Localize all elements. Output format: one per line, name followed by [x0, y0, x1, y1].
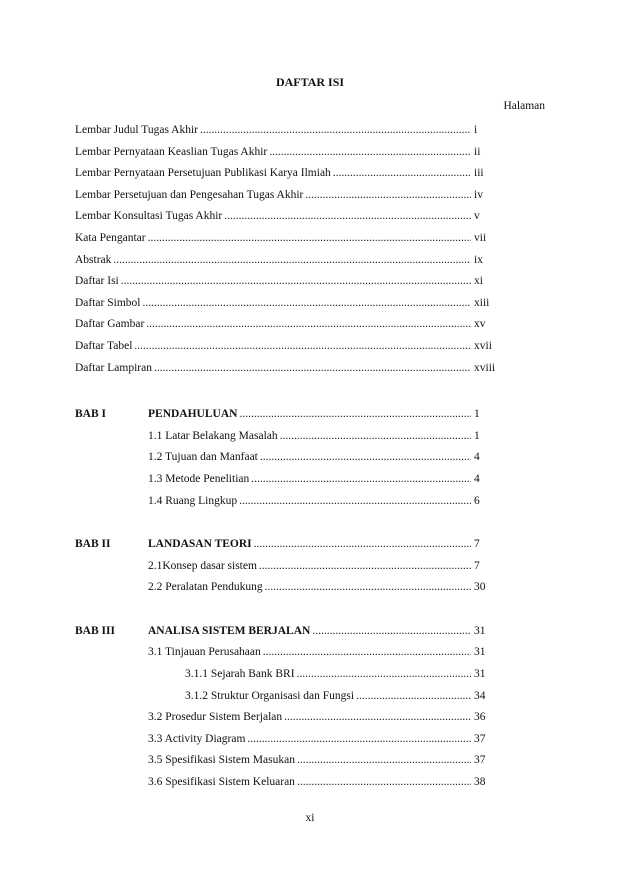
- toc-section: [75, 729, 497, 751]
- toc-entry: [75, 336, 497, 358]
- toc-entry-page: 1: [474, 429, 480, 442]
- toc-section: [75, 772, 497, 794]
- toc-entry: [75, 163, 497, 185]
- dot-leader: [249, 469, 471, 491]
- toc-entry-label: 1.2 Tujuan dan Manfaat: [148, 451, 258, 464]
- toc-section: [75, 426, 497, 448]
- toc-entry-label: 3.1.2 Struktur Organisasi dan Fungsi: [185, 689, 355, 702]
- toc-entry-page: i: [474, 124, 478, 136]
- toc-entry-page: v: [474, 210, 480, 223]
- dot-leader: [252, 534, 471, 556]
- toc-entry-label: 3.2 Prosedur Sistem Berjalan: [148, 711, 283, 724]
- toc-entry-label: 1.4 Ruang Lingkup: [148, 494, 238, 507]
- dot-leader: [331, 163, 471, 185]
- dot-leader: [354, 686, 471, 708]
- toc-section: [75, 556, 497, 578]
- toc-entry-label: Lembar Pernyataan Persetujuan Publikasi Karya Ilmiah: [75, 167, 331, 180]
- toc-entry-page: xi: [474, 275, 483, 288]
- dot-leader: [111, 250, 471, 272]
- toc-entry-page: 6: [474, 494, 480, 507]
- dot-leader: [245, 729, 471, 751]
- toc-entry: [75, 142, 497, 164]
- dot-leader: [146, 228, 471, 250]
- dot-leader: [237, 491, 471, 513]
- dot-leader: [198, 120, 471, 142]
- toc-entry: [75, 293, 497, 315]
- toc-entry-label: 2.1Konsep dasar sistem: [148, 559, 257, 572]
- toc-entry-label: 3.3 Activity Diagram: [148, 732, 246, 745]
- toc-entry-label: Daftar Gambar: [75, 318, 145, 331]
- chapter-number: BAB III: [75, 624, 115, 637]
- dot-leader: [278, 426, 471, 448]
- dot-leader: [282, 707, 471, 729]
- toc-section: [75, 707, 497, 729]
- toc-entry-page: vii: [474, 231, 487, 244]
- toc-entry-page: ix: [474, 253, 483, 266]
- toc-section: [75, 577, 497, 599]
- toc-entry-page: xvii: [474, 339, 492, 352]
- toc-chapter: [75, 534, 497, 556]
- toc-entry-label: Lembar Konsultasi Tugas Akhir: [75, 210, 223, 223]
- dot-leader: [258, 447, 471, 469]
- dot-leader: [303, 185, 471, 207]
- toc-entry-label: Daftar Simbol: [75, 296, 141, 309]
- page-column-header: Halaman: [503, 100, 545, 112]
- toc-chapter: [75, 621, 497, 643]
- toc-entry-page: xv: [474, 318, 486, 331]
- toc-entry-label: Kata Pengantar: [75, 231, 146, 244]
- toc-entry-page: 31: [474, 646, 486, 659]
- dot-leader: [295, 772, 471, 794]
- toc-section: [75, 750, 497, 772]
- dot-leader: [257, 556, 471, 578]
- dot-leader: [140, 293, 471, 315]
- toc-entry-label: 1.3 Metode Penelitian: [148, 472, 250, 485]
- toc-entry-label: Lembar Persetujuan dan Pengesahan Tugas Akhir: [75, 188, 304, 201]
- toc-entry-page: 4: [474, 451, 480, 464]
- toc-entry-page: 38: [474, 776, 486, 789]
- table-of-contents: [75, 120, 497, 794]
- dot-leader: [152, 358, 471, 380]
- section-spacer: [75, 512, 497, 534]
- toc-entry-label: 3.6 Spesifikasi Sistem Keluaran: [148, 776, 295, 789]
- toc-entry-label: Daftar Tabel: [75, 339, 133, 352]
- dot-leader: [263, 577, 471, 599]
- toc-entry-page: 4: [474, 472, 480, 485]
- toc-entry: [75, 358, 497, 380]
- dot-leader: [119, 271, 471, 293]
- toc-entry-label: Lembar Pernyataan Keaslian Tugas Akhir: [75, 145, 268, 158]
- toc-entry-page: xiii: [474, 296, 490, 309]
- toc-entry-page: 1: [474, 408, 480, 421]
- toc-subsection: [75, 664, 497, 686]
- chapter-title: PENDAHULUAN: [148, 408, 238, 421]
- toc-entry-page: ii: [474, 145, 481, 158]
- toc-entry-label: Daftar Lampiran: [75, 361, 152, 374]
- chapter-number: BAB II: [75, 538, 111, 551]
- toc-entry-label: Lembar Judul Tugas Akhir: [75, 124, 198, 136]
- dot-leader: [261, 642, 471, 664]
- toc-chapter: [75, 404, 497, 426]
- chapter-number: BAB I: [75, 408, 106, 421]
- toc-entry: [75, 228, 497, 250]
- toc-entry-page: 31: [474, 624, 486, 637]
- toc-entry-page: iii: [474, 167, 484, 180]
- toc-entry: [75, 185, 497, 207]
- toc-entry-label: Daftar Isi: [75, 275, 119, 288]
- dot-leader: [310, 621, 471, 643]
- dot-leader: [267, 142, 471, 164]
- toc-entry-label: 3.5 Spesifikasi Sistem Masukan: [148, 754, 295, 767]
- dot-leader: [222, 206, 471, 228]
- toc-entry-page: 7: [474, 559, 480, 572]
- toc-entry-page: iv: [474, 188, 483, 201]
- page-title: DAFTAR ISI: [275, 75, 345, 89]
- toc-entry: [75, 120, 497, 142]
- toc-entry-label: 1.1 Latar Belakang Masalah: [148, 429, 278, 442]
- toc-section: [75, 491, 497, 513]
- toc-section: [75, 469, 497, 491]
- toc-entry-page: xviii: [474, 361, 496, 374]
- toc-entry-page: 37: [474, 732, 486, 745]
- toc-section: [75, 447, 497, 469]
- toc-entry: [75, 250, 497, 272]
- toc-entry-label: 3.1 Tinjauan Perusahaan: [148, 646, 261, 659]
- toc-entry-label: Abstrak: [75, 253, 112, 266]
- toc-entry-page: 7: [474, 538, 480, 551]
- page-number: xi: [305, 812, 315, 824]
- dot-leader: [237, 404, 471, 426]
- dot-leader: [295, 664, 471, 686]
- toc-entry-page: 36: [474, 711, 486, 724]
- toc-entry: [75, 271, 497, 293]
- toc-entry-label: 2.2 Peralatan Pendukung: [148, 581, 263, 594]
- chapter-title: LANDASAN TEORI: [148, 538, 252, 551]
- toc-entry-label: 3.1.1 Sejarah Bank BRI: [185, 668, 295, 681]
- dot-leader: [132, 336, 471, 358]
- chapter-title: ANALISA SISTEM BERJALAN: [148, 624, 311, 637]
- toc-entry-page: 34: [474, 689, 486, 702]
- toc-subsection: [75, 686, 497, 708]
- toc-entry: [75, 206, 497, 228]
- section-spacer: [75, 379, 497, 404]
- toc-entry-page: 31: [474, 668, 486, 681]
- toc-section: [75, 642, 497, 664]
- toc-entry: [75, 314, 497, 336]
- toc-entry-page: 30: [474, 581, 486, 594]
- dot-leader: [144, 314, 471, 336]
- dot-leader: [295, 750, 471, 772]
- section-spacer: [75, 599, 497, 621]
- toc-entry-page: 37: [474, 754, 486, 767]
